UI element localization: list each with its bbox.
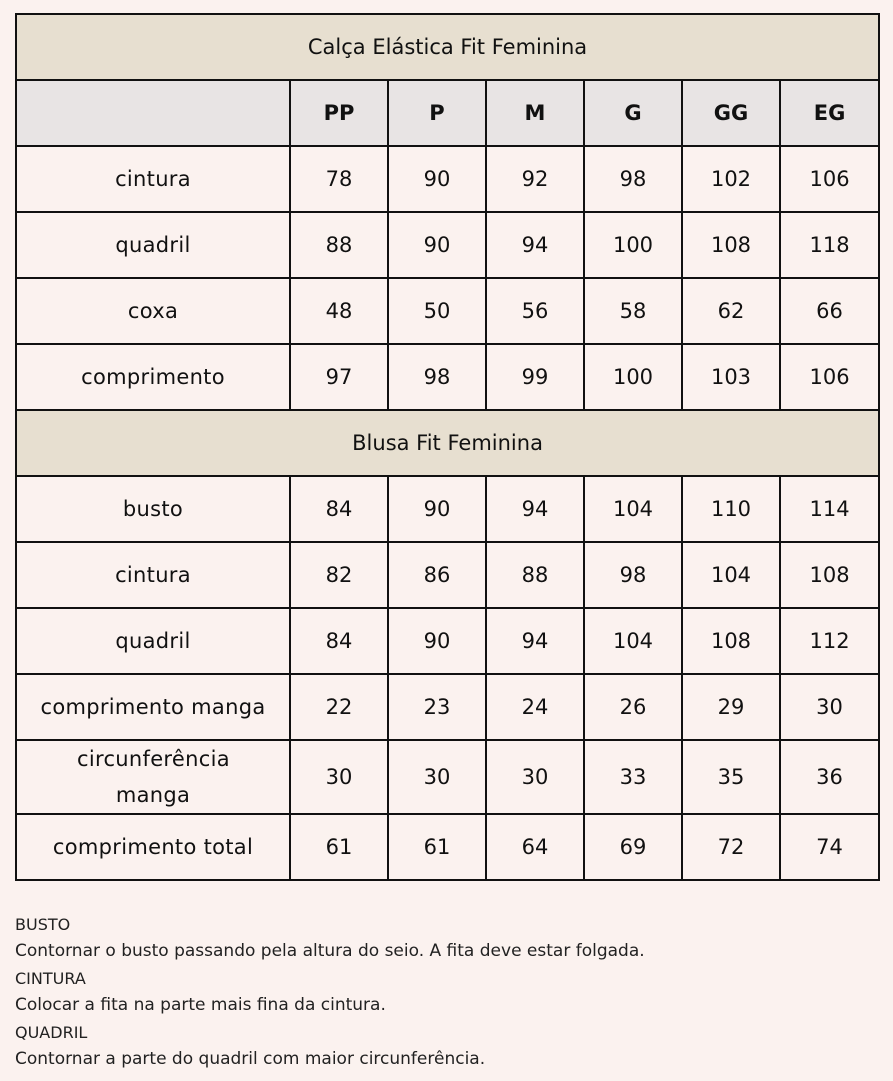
value-cell: 106 xyxy=(780,344,879,410)
size-header-g: G xyxy=(584,80,682,146)
row-label: comprimento xyxy=(16,344,290,410)
note-text-quadril: Contornar a parte do quadril com maior circunferência. xyxy=(15,1049,486,1069)
value-cell: 26 xyxy=(584,674,682,740)
blouse-title: Blusa Fit Feminina xyxy=(16,410,879,476)
row-label: comprimento total xyxy=(16,814,290,880)
size-header-eg: EG xyxy=(780,80,879,146)
value-cell: 35 xyxy=(682,740,780,814)
row-label: comprimento manga xyxy=(16,674,290,740)
value-cell: 61 xyxy=(290,814,388,880)
value-cell: 88 xyxy=(290,212,388,278)
value-cell: 110 xyxy=(682,476,780,542)
pants-section-header xyxy=(16,14,879,80)
value-cell: 62 xyxy=(682,278,780,344)
value-cell: 108 xyxy=(682,212,780,278)
pants-row-coxa xyxy=(16,278,879,344)
value-cell: 82 xyxy=(290,542,388,608)
value-cell: 112 xyxy=(780,608,879,674)
value-cell: 86 xyxy=(388,542,486,608)
value-cell: 30 xyxy=(486,740,584,814)
pants-row-cintura xyxy=(16,146,879,212)
note-title-quadril: QUADRIL xyxy=(15,1023,88,1042)
row-label: cintura xyxy=(16,146,290,212)
value-cell: 97 xyxy=(290,344,388,410)
note-text-busto: Contornar o busto passando pela altura do seio. A fita deve estar folgada. xyxy=(15,941,645,961)
value-cell: 84 xyxy=(290,608,388,674)
value-cell: 66 xyxy=(780,278,879,344)
blouse-row-busto xyxy=(16,476,879,542)
value-cell: 104 xyxy=(682,542,780,608)
value-cell: 108 xyxy=(780,542,879,608)
value-cell: 23 xyxy=(388,674,486,740)
value-cell: 90 xyxy=(388,608,486,674)
value-cell: 58 xyxy=(584,278,682,344)
row-label: quadril xyxy=(16,212,290,278)
value-cell: 88 xyxy=(486,542,584,608)
value-cell: 48 xyxy=(290,278,388,344)
value-cell: 64 xyxy=(486,814,584,880)
value-cell: 94 xyxy=(486,212,584,278)
note-text-cintura: Colocar a fita na parte mais fina da cintura. xyxy=(15,995,386,1015)
value-cell: 98 xyxy=(584,542,682,608)
blouse-row-cintura xyxy=(16,542,879,608)
value-cell: 92 xyxy=(486,146,584,212)
blouse-row-circunferencia-manga xyxy=(16,740,879,814)
measurement-notes xyxy=(15,911,645,1073)
value-cell: 118 xyxy=(780,212,879,278)
value-cell: 30 xyxy=(290,740,388,814)
value-cell: 30 xyxy=(388,740,486,814)
row-label: circunferência manga xyxy=(16,740,290,814)
pants-row-comprimento xyxy=(16,344,879,410)
row-label: quadril xyxy=(16,608,290,674)
note-title-busto: BUSTO xyxy=(15,915,71,934)
value-cell: 84 xyxy=(290,476,388,542)
value-cell: 78 xyxy=(290,146,388,212)
value-cell: 98 xyxy=(584,146,682,212)
value-cell: 104 xyxy=(584,608,682,674)
blouse-row-quadril xyxy=(16,608,879,674)
value-cell: 74 xyxy=(780,814,879,880)
blouse-row-comprimento-manga xyxy=(16,674,879,740)
value-cell: 106 xyxy=(780,146,879,212)
blouse-section-header xyxy=(16,410,879,476)
value-cell: 102 xyxy=(682,146,780,212)
value-cell: 99 xyxy=(486,344,584,410)
value-cell: 56 xyxy=(486,278,584,344)
value-cell: 72 xyxy=(682,814,780,880)
value-cell: 100 xyxy=(584,212,682,278)
value-cell: 90 xyxy=(388,212,486,278)
value-cell: 69 xyxy=(584,814,682,880)
value-cell: 36 xyxy=(780,740,879,814)
size-header-m: M xyxy=(486,80,584,146)
size-header-gg: GG xyxy=(682,80,780,146)
value-cell: 30 xyxy=(780,674,879,740)
value-cell: 114 xyxy=(780,476,879,542)
value-cell: 22 xyxy=(290,674,388,740)
pants-row-quadril xyxy=(16,212,879,278)
value-cell: 100 xyxy=(584,344,682,410)
blouse-row-comprimento-total xyxy=(16,814,879,880)
size-chart-table xyxy=(15,13,880,881)
size-header-row xyxy=(16,80,879,146)
value-cell: 103 xyxy=(682,344,780,410)
row-label: busto xyxy=(16,476,290,542)
value-cell: 108 xyxy=(682,608,780,674)
pants-title: Calça Elástica Fit Feminina xyxy=(16,14,879,80)
value-cell: 29 xyxy=(682,674,780,740)
row-label: cintura xyxy=(16,542,290,608)
size-header-p: P xyxy=(388,80,486,146)
value-cell: 33 xyxy=(584,740,682,814)
value-cell: 90 xyxy=(388,476,486,542)
value-cell: 104 xyxy=(584,476,682,542)
value-cell: 24 xyxy=(486,674,584,740)
empty-header-cell xyxy=(16,80,290,146)
value-cell: 50 xyxy=(388,278,486,344)
value-cell: 61 xyxy=(388,814,486,880)
size-header-pp: PP xyxy=(290,80,388,146)
note-title-cintura: CINTURA xyxy=(15,969,86,988)
row-label: coxa xyxy=(16,278,290,344)
value-cell: 98 xyxy=(388,344,486,410)
value-cell: 90 xyxy=(388,146,486,212)
value-cell: 94 xyxy=(486,608,584,674)
value-cell: 94 xyxy=(486,476,584,542)
